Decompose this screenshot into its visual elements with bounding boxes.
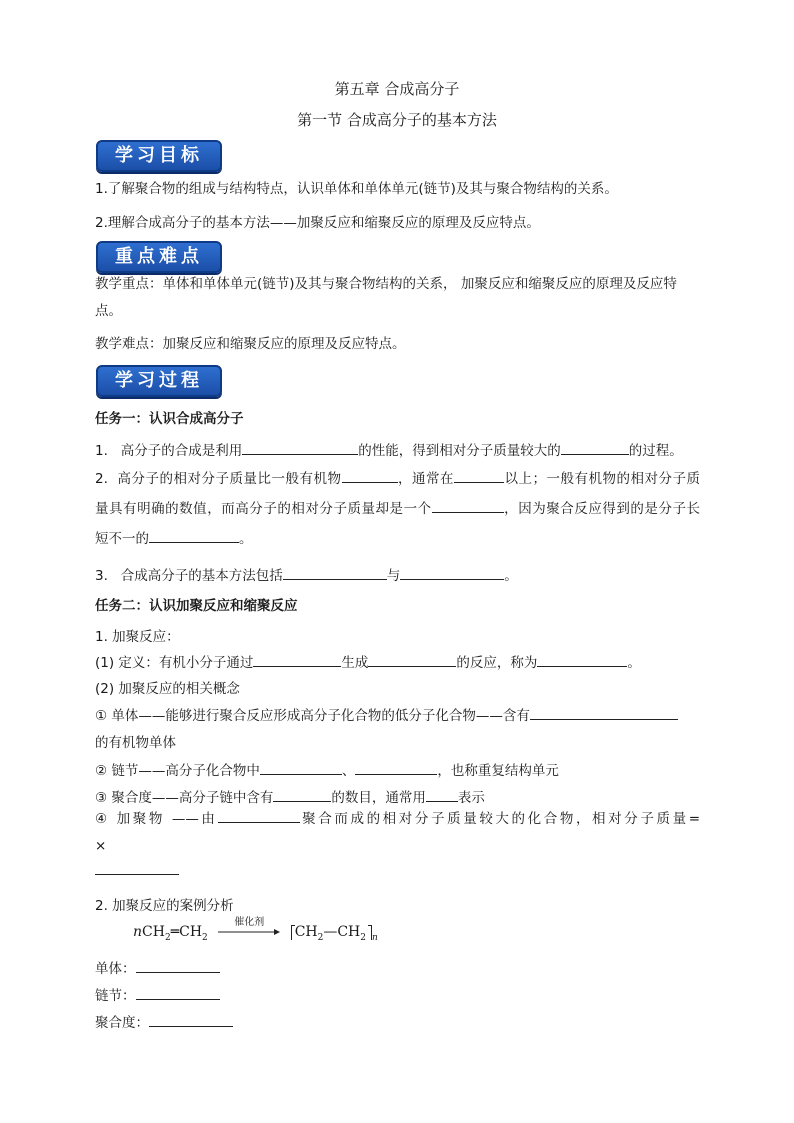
- q1-blank-2[interactable]: [561, 440, 629, 455]
- concept-degree-text-b: 的数目，通常用: [331, 790, 426, 806]
- q2-blank-2[interactable]: [454, 468, 504, 483]
- concept-polymer-blank-2[interactable]: [95, 860, 179, 875]
- concept-chain-text-c: ，也称重复结构单元: [437, 763, 559, 779]
- polymerization-equation: [133, 917, 378, 943]
- teaching-focus: [95, 271, 700, 325]
- concept-chain-text-b: 、: [341, 763, 356, 779]
- def-text-c: 的反应，称为: [456, 655, 538, 671]
- q2-blank-1[interactable]: [342, 468, 398, 483]
- eq-n: n: [133, 924, 143, 940]
- eq-product-a: CH: [294, 924, 318, 940]
- chain-unit-label: 链节：: [95, 988, 136, 1004]
- goal-1: 1.了解聚合物的组成与结构特点，认识单体和单体单元(链节)及其与聚合物结构的关系。: [95, 181, 618, 197]
- teaching-focus-line1: 教学重点：单体和单体单元(链节)及其与聚合物结构的关系， 加聚反应和缩聚反应的原理及反应特: [95, 276, 677, 292]
- q2-line2: [95, 494, 700, 524]
- arrow-icon: [218, 928, 280, 936]
- degree-blank[interactable]: [149, 1012, 233, 1027]
- degree-answer: [95, 1011, 233, 1031]
- concept-chain-blank-1[interactable]: [260, 760, 342, 775]
- task1-q3: [95, 564, 518, 584]
- q3-text-a: 合成高分子的基本方法包括: [120, 568, 283, 584]
- degree-label: 聚合度：: [95, 1015, 149, 1031]
- q3-text-b: 与: [386, 568, 401, 584]
- eq-sub-2: 2: [202, 932, 208, 943]
- concept-degree-blank-1[interactable]: [273, 787, 331, 802]
- definition-line: [95, 651, 641, 671]
- q2-text-line2b: ，因为聚合反应得到的是分子长: [503, 501, 701, 517]
- eq-sub-3: 2: [317, 932, 324, 943]
- q1-text-b: 的性能，得到相对分子质量较大的: [358, 443, 561, 459]
- q2-blank-4[interactable]: [149, 528, 239, 543]
- chain-unit-blank[interactable]: [136, 985, 220, 1000]
- badge-key-points: 重点难点: [96, 241, 222, 273]
- concept-chain-text-a: ② 链节——高分子化合物中: [95, 763, 260, 779]
- concept-polymer-line2: ×: [95, 838, 107, 854]
- q2-text-b: ，通常在: [397, 471, 455, 487]
- q1-num: 1.: [95, 443, 108, 459]
- badge-learning-process: 学习过程: [96, 365, 222, 397]
- q1-text-c: 的过程。: [628, 443, 683, 459]
- q3-blank-2[interactable]: [400, 565, 504, 580]
- eq-product-b: —CH: [323, 924, 361, 940]
- q2-text-line2a: 量具有明确的数值，而高分子的相对分子质量却是一个: [95, 501, 432, 517]
- q2-text-line3a: 短不一的: [95, 531, 149, 547]
- task1-title: 任务一：认识合成高分子: [95, 411, 244, 427]
- q2-text-line3b: 。: [239, 531, 253, 547]
- def-text-d: 。: [627, 655, 641, 671]
- concept-degree-blank-2[interactable]: [426, 787, 458, 802]
- concept-polymer-line1: [95, 806, 700, 833]
- concept-polymer-text-b: 聚合而成的相对分子质量较大的化合物，相对分子质量=: [299, 811, 701, 827]
- q2-blank-3[interactable]: [432, 498, 504, 513]
- q2-line1: [95, 464, 700, 494]
- def-blank-3[interactable]: [537, 652, 627, 667]
- eq-arrow: [218, 917, 280, 936]
- q3-text-c: 。: [504, 568, 518, 584]
- q2-line3: [95, 524, 700, 554]
- q1-text-a: 高分子的合成是利用: [120, 443, 243, 459]
- q1-blank-1[interactable]: [242, 440, 358, 455]
- eq-subscript-n: n: [372, 932, 378, 943]
- concept-degree: [95, 786, 485, 806]
- teaching-difficulty: 教学难点：加聚反应和缩聚反应的原理及反应特点。: [95, 336, 406, 352]
- q2-text-a: 高分子的相对分子质量比一般有机物: [117, 471, 342, 487]
- eq-sub-1: 2: [164, 932, 171, 943]
- concept-chain-unit: [95, 759, 559, 779]
- teaching-focus-line2: 点。: [95, 303, 122, 319]
- monomer-answer: [95, 957, 220, 977]
- concept-monomer-cont: 的有机物单体: [95, 735, 176, 751]
- concepts-heading: (2) 加聚反应的相关概念: [95, 681, 240, 697]
- concept-polymer: [95, 806, 700, 875]
- def-blank-2[interactable]: [368, 652, 456, 667]
- concept-monomer: [95, 704, 678, 724]
- monomer-blank[interactable]: [136, 958, 220, 973]
- concept-degree-text-c: 表示: [457, 790, 485, 806]
- q2-num: 2.: [95, 471, 108, 487]
- concept-monomer-blank[interactable]: [530, 705, 678, 720]
- eq-catalyst: 催化剂: [234, 917, 265, 928]
- q3-blank-1[interactable]: [283, 565, 387, 580]
- q2-text-c: 以上；一般有机物的相对分子质: [504, 471, 701, 487]
- case-analysis-heading: 2. 加聚反应的案例分析: [95, 898, 234, 914]
- eq-reactant: CH: [142, 924, 165, 940]
- task1-q1: [95, 439, 683, 459]
- concept-chain-blank-2[interactable]: [355, 760, 437, 775]
- def-text-a: (1) 定义：有机小分子通过: [95, 655, 254, 671]
- concept-polymer-blank-1[interactable]: [218, 808, 300, 823]
- addition-heading: 1. 加聚反应：: [95, 629, 180, 645]
- monomer-label: 单体：: [95, 961, 136, 977]
- eq-sub-4: 2: [360, 932, 366, 943]
- task1-q2: [95, 464, 700, 554]
- section-title: 第一节 合成高分子的基本方法: [297, 111, 497, 129]
- chapter-title: 第五章 合成高分子: [334, 80, 460, 98]
- q3-num: 3.: [95, 568, 108, 584]
- eq-double-bond: ═CH: [170, 924, 203, 940]
- def-blank-1[interactable]: [253, 652, 341, 667]
- def-text-b: 生成: [341, 655, 369, 671]
- goal-2: 2.理解合成高分子的基本方法——加聚反应和缩聚反应的原理及反应特点。: [95, 215, 540, 231]
- concept-polymer-text-a: ④ 加聚物 ——由: [95, 811, 218, 827]
- badge-learning-goals: 学习目标: [96, 140, 222, 172]
- chain-unit-answer: [95, 984, 220, 1004]
- concept-degree-text-a: ③ 聚合度——高分子链中含有: [95, 790, 274, 806]
- task2-title: 任务二：认识加聚反应和缩聚反应: [95, 598, 298, 614]
- concept-monomer-text: ① 单体——能够进行聚合反应形成高分子化合物的低分子化合物——含有: [95, 708, 530, 724]
